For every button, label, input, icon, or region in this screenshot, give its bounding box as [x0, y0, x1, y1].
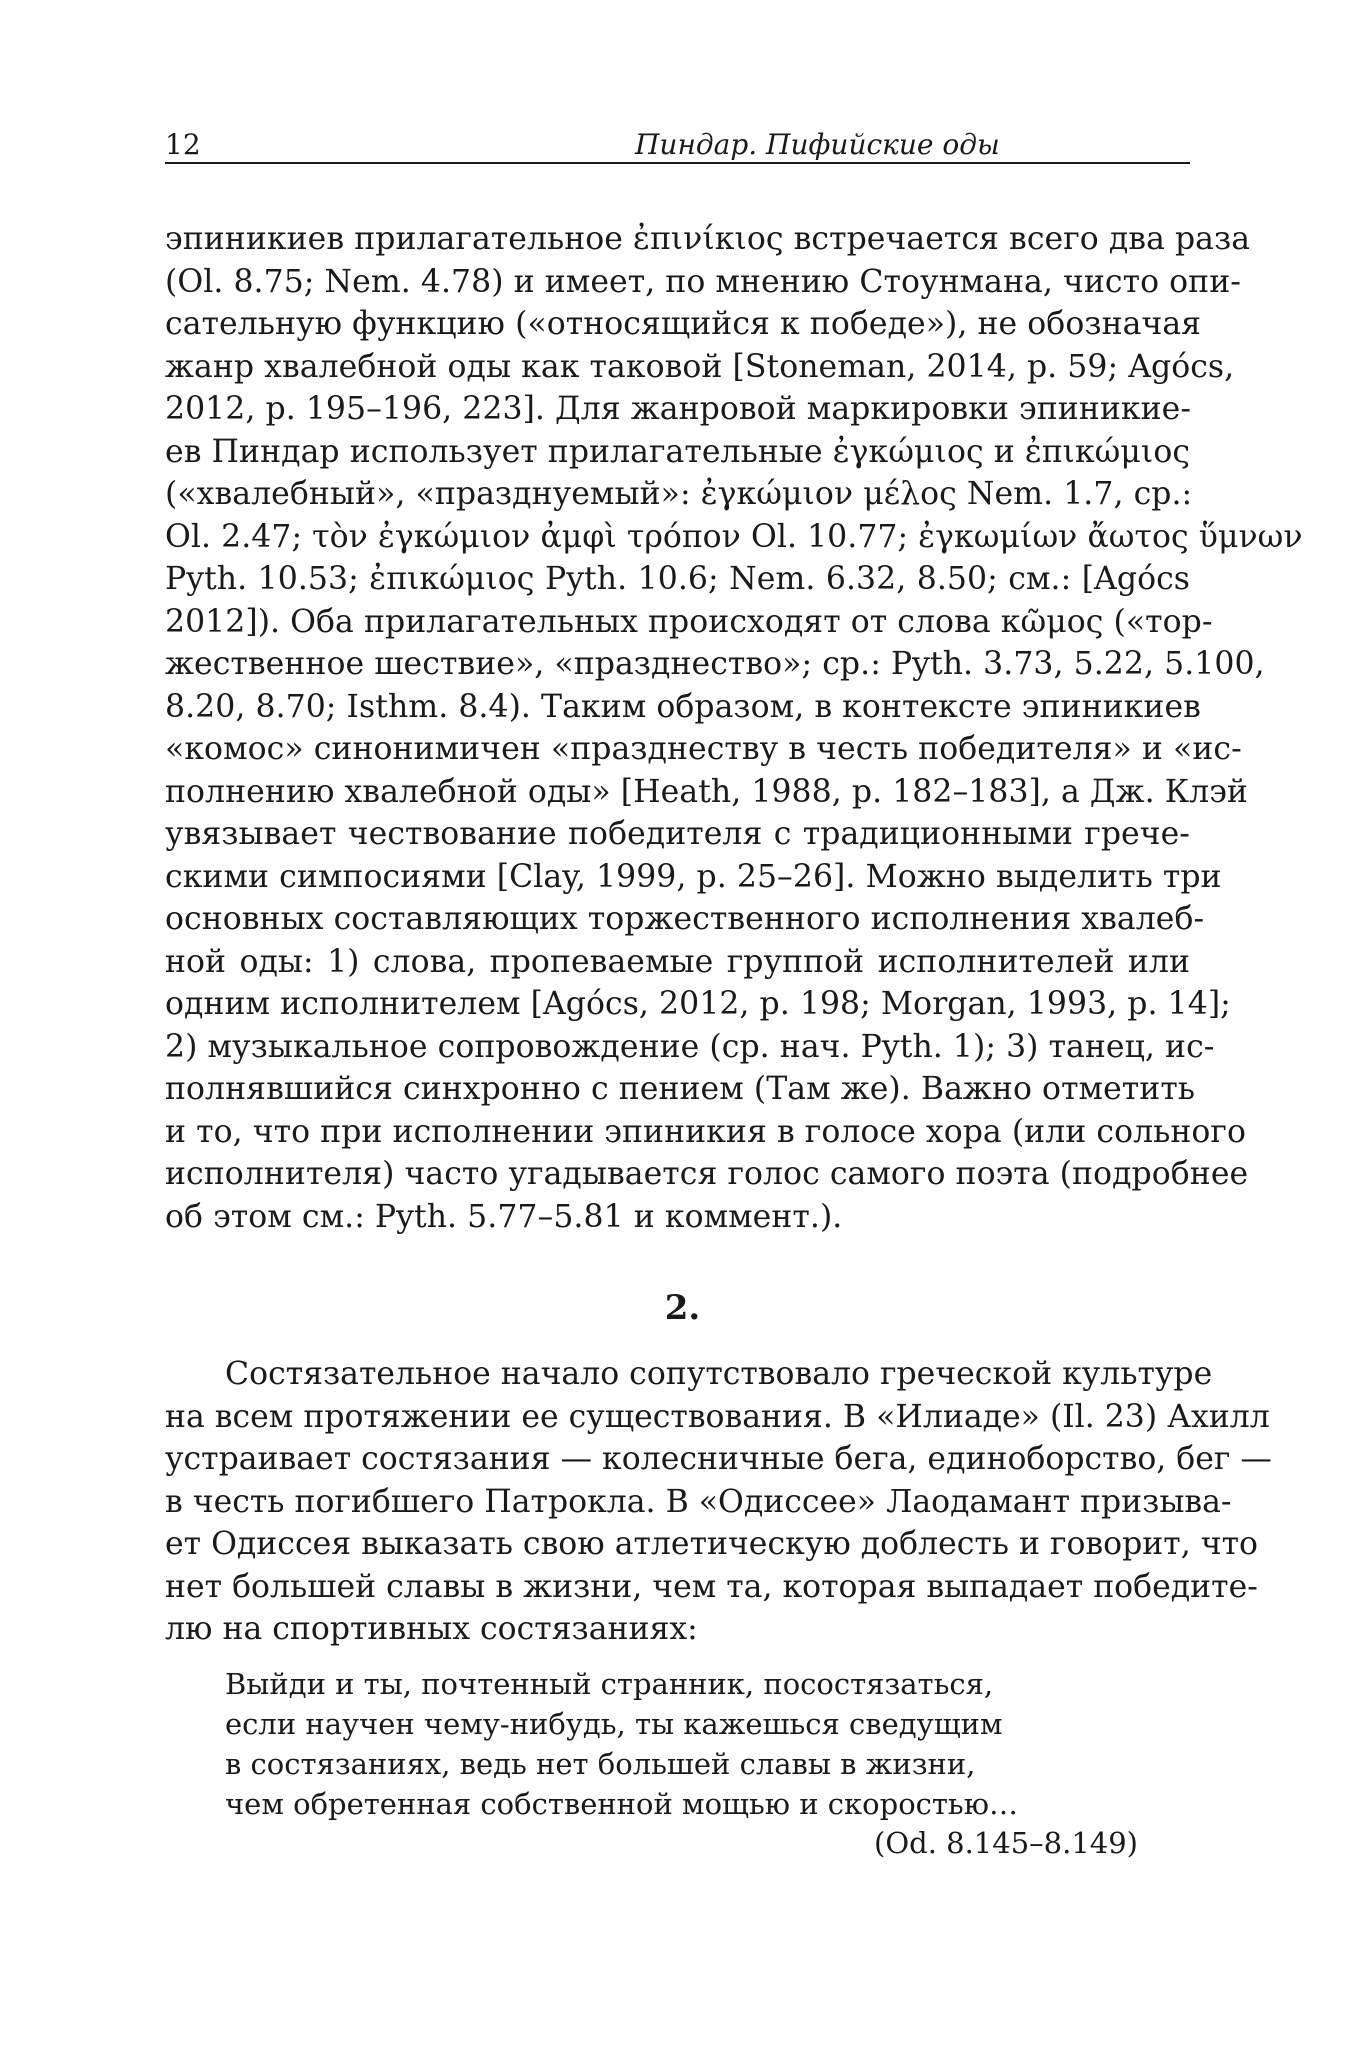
text-line: 2) музыкальное сопровождение (ср. нач. Pyth. 1); 3) танец, ис-	[165, 1028, 1215, 1065]
text-line: полнению хвалебной оды» [Heath, 1988, p. 182–183], а Дж. Клэй	[165, 773, 1248, 810]
text-line: жественное шествие», «празднество»; ср.: Pyth. 3.73, 5.22, 5.100,	[165, 646, 1265, 682]
text-line: в честь погибшего Патрокла. В «Одиссее» Лаодамант призыва-	[165, 1483, 1232, 1520]
text-line: и то, что при исполнении эпиникия в голосе хора (или сольного	[165, 1113, 1246, 1150]
text-line: полнявшийся синхронно с пением (Там же). Важно отметить	[165, 1071, 1195, 1107]
text-line: об этом см.: Pyth. 5.77–5.81 и коммент.).	[165, 1198, 843, 1235]
verse-line: чем обретенная собственной мощью и скоростью…	[225, 1787, 1018, 1821]
text-line: «комос» синонимичен «празднеству в честь победителя» и «ис-	[165, 731, 1242, 767]
text-line: ев Пиндар использует прилагательные ἐγκώμιος и ἐπικώμιος	[165, 433, 1191, 470]
page-number: 12	[165, 128, 201, 161]
text-line: (Ol. 8.75; Nem. 4.78) и имеет, по мнению Стоунмана, чисто опи-	[165, 263, 1241, 300]
text-line: увязывает чествование победителя с традиционными грече-	[165, 816, 1190, 852]
text-line: 8.20, 8.70; Isthm. 8.4). Таким образом, в контексте эпиникиев	[165, 688, 1201, 725]
text-line: скими симпосиями [Clay, 1999, p. 25–26]. Можно выделить три	[165, 858, 1222, 895]
verse-quotation	[225, 1664, 1125, 1824]
paragraph-2	[165, 1353, 1272, 1651]
text-line: лю на спортивных состязаниях:	[165, 1611, 698, 1647]
text-line: устраивает состязания — колесничные бега, единоборство, бег —	[165, 1441, 1272, 1477]
running-title: Пиндар. Пифийские оды	[635, 128, 1000, 161]
section-heading: 2.	[664, 1288, 701, 1328]
text-line: ной оды: 1) слова, пропеваемые группой исполнителей или	[165, 943, 1190, 980]
verse-line: Выйди и ты, почтенный странник, посостязаться,	[225, 1667, 994, 1701]
text-line: Pyth. 10.53; ἐπικώμιος Pyth. 10.6; Nem. 6.32, 8.50; см.: [Agócs	[165, 561, 1190, 597]
text-line: жанр хвалебной оды как таковой [Stoneman, 2014, p. 59; Agócs,	[165, 348, 1235, 385]
text-line: эпиникиев прилагательное ἐπινίκιος встречается всего два раза	[165, 221, 1251, 257]
text-line: сательную функцию («относящийся к победе»), не обозначая	[165, 306, 1202, 342]
verse-line: если научен чему-нибудь, ты кажешься сведущим	[225, 1707, 1003, 1741]
text-line: Ol. 2.47; τὸν ἐγκώμιον ἀμφὶ τρόπον Ol. 10.77; ἐγκωμίων ἄωτος ὕμνων	[165, 518, 1303, 555]
text-line: одним исполнителем [Agócs, 2012, p. 198; Morgan, 1993, p. 14];	[165, 986, 1231, 1022]
verse-line: в состязаниях, ведь нет большей славы в жизни,	[225, 1747, 976, 1781]
text-line: основных составляющих торжественного исполнения хвалеб-	[165, 901, 1205, 937]
text-line: («хвалебный», «празднуемый»: ἐγκώμιον μέλος Nem. 1.7, ср.:	[165, 476, 1193, 512]
paragraph-1	[165, 218, 1303, 1238]
quote-citation: (Od. 8.145–8.149)	[874, 1826, 1138, 1860]
text-line: на всем протяжении ее существования. В «Илиаде» (Il. 23) Ахилл	[165, 1398, 1270, 1435]
text-line: 2012]). Оба прилагательных происходят от слова κῶμος («тор-	[165, 603, 1213, 640]
text-line: Состязательное начало сопутствовало греческой культуре	[225, 1356, 1213, 1392]
text-line: 2012, p. 195–196, 223]. Для жанровой маркировки эпиникие-	[165, 391, 1192, 427]
text-line: исполнителя) часто угадывается голос самого поэта (подробнее	[165, 1156, 1249, 1192]
text-line: нет большей славы в жизни, чем та, которая выпадает победите-	[165, 1568, 1258, 1605]
text-line: ет Одиссея выказать свою атлетическую доблесть и говорит, что	[165, 1526, 1258, 1562]
running-header	[165, 128, 1190, 164]
